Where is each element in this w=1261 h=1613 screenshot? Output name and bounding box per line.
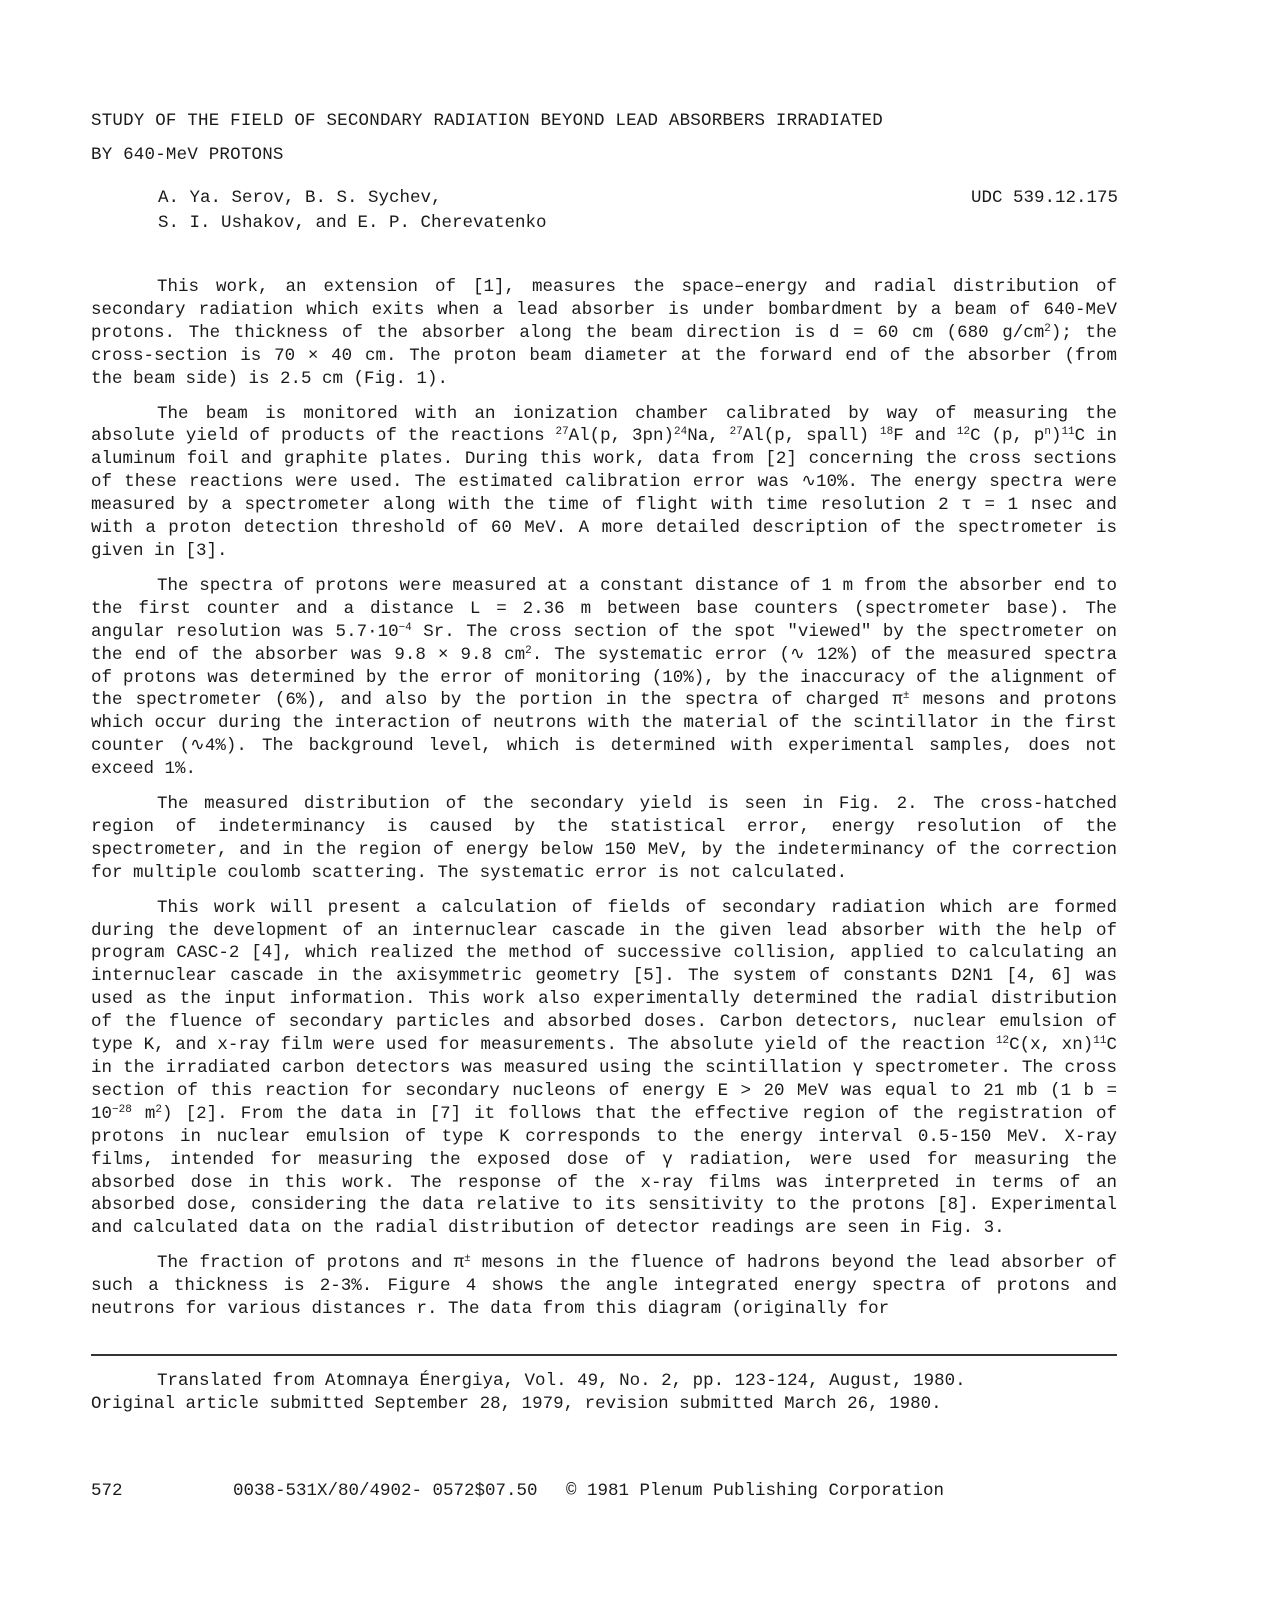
- paragraph-6: The fraction of protons and π± mesons in the fluence of hadrons beyond the lead absorber of such a thickness is 2-3%. Figure 4 shows the angle integrated energy spectra of protons and neutrons for various distances r. The data from this diagram (originally for: [91, 1253, 1117, 1320]
- footnote-line-1: Translated from Atomnaya Énergiya, Vol. 49, No. 2, pp. 123-124, August, 1980.: [157, 1371, 966, 1391]
- copyright-notice: © 1981 Plenum Publishing Corporation: [566, 1481, 945, 1501]
- article-title: [91, 104, 883, 172]
- footnote-line-2: Original article submitted September 28, 1979, revision submitted March 26, 1980.: [91, 1394, 942, 1414]
- title-line-1: STUDY OF THE FIELD OF SECONDARY RADIATION BEYOND LEAD ABSORBERS IRRADIATED: [91, 111, 883, 131]
- paragraph-2: The beam is monitored with an ionization chamber calibrated by way of measuring the absolute yield of products of the reactions $^{27}$Al(p, 3pn)$^{24}$Na, $^{27}$Al(p, spall) $^{18}$F and $^{12}$C (p, $p^n)^{11}C$ in aluminum foil and graphite plates. During this work, data from [2] concerning the cross sections of these reactions were used. The estimated calibration error was ∿10%. The energy spectra were measured by a spectrometer along with the time of flight with time resolution 2 τ = 1 nsec and with a proton detection threshold of 60 MeV. A more detailed description of the spectrometer is given in [3].: [91, 403, 1118, 561]
- page-number: 572: [91, 1481, 123, 1501]
- paragraph-1: This work, an extension of [1], measures the space–energy and radial distribution of secondary radiation which exits when a lead absorber is under bombardment by a beam of 640-MeV protons. The thickness of the absorber along the beam direction is d = 60 cm (680 $g/cm^2$); the cross-section is 70 × 40 cm. The proton beam diameter at the forward end of the absorber (from the beam side) is 2.5 cm (Fig. 1).: [91, 277, 1118, 389]
- paragraph-4: The measured distribution of the secondary yield is seen in Fig. 2. The cross-hatched region of indeterminancy is caused by the statistical error, energy resolution of the spectrometer, and in the region of energy below 150 MeV, by the indeterminancy of the correction for multiple coulomb scattering. The systematic error is not calculated.: [91, 794, 1117, 883]
- paragraph-5: This work will present a calculation of fields of secondary radiation which are formed during the development of an internuclear cascade in the given lead absorber with the help of program CASC-2 [4], which realized the method of successive collision, applied to calculating an internuclear cascade in the axisymmetric geometry [5]. The system of constants D2N1 [4, 6] was used as the input information. This work also experimentally determined the radial distribution of the fluence of secondary particles and absorbed doses. Carbon detectors, nuclear emulsion of type K, and x-ray film were used for measurements. The absolute yield of the reaction $^{12}$C(x, xn)$^{11}$C in the irradiated carbon detectors was measured using the scintillation γ spectrometer. The cross section of this reaction for secondary nucleons of energy E > 20 MeV was equal to 21 mb (1 $b = 10^{-28}$ $m^2$) [2]. From the data in [7] it follows that the effective region of the registration of protons in nuclear emulsion of type K corresponds to the energy interval 0.5-150 MeV. X-ray films, intended for measuring the exposed dose of γ radiation, were used for measuring the absorbed dose in this work. The response of the x-ray films was interpreted in terms of an absorbed dose, considering the data relative to its sensitivity to the protons [8]. Experimental and calculated data on the radial distribution of detector readings are seen in Fig. 3.: [91, 897, 1117, 1239]
- udc-code: UDC 539.12.175: [970, 188, 1118, 208]
- authors-line-1: A. Ya. Serov, B. S. Sychev,: [158, 188, 442, 208]
- author-list: [158, 186, 547, 236]
- journal-code: 0038-531X/80/4902- 0572$07.50: [233, 1481, 538, 1501]
- authors-line-2: S. I. Ushakov, and E. P. Cherevatenko: [158, 213, 547, 233]
- translation-footnote: [91, 1370, 1117, 1416]
- paragraph-3: The spectra of protons were measured at a constant distance of 1 m from the absorber end to the first counter and a distance L = 2.36 m between base counters (spectrometer base). The angular resolution was $5.7\cdot 10^{-4}$ Sr. The cross section of the spot "viewed" by the spectrometer on the end of the absorber was 9.8 × 9.8 $cm^2$. The systematic error (∿ 12%) of the measured spectra of protons was determined by the error of monitoring (10%), by the inaccuracy of the alignment of the spectrometer (6%), and also by the portion in the spectra of charged π± mesons and protons which occur during the interaction of neutrons with the material of the scintillator in the first counter (∿4%). The background level, which is determined with experimental samples, does not exceed 1%.: [91, 575, 1117, 780]
- title-line-2: BY 640-MeV PROTONS: [91, 145, 284, 165]
- article-body: [91, 276, 1117, 1333]
- footnote-divider: [91, 1354, 1117, 1356]
